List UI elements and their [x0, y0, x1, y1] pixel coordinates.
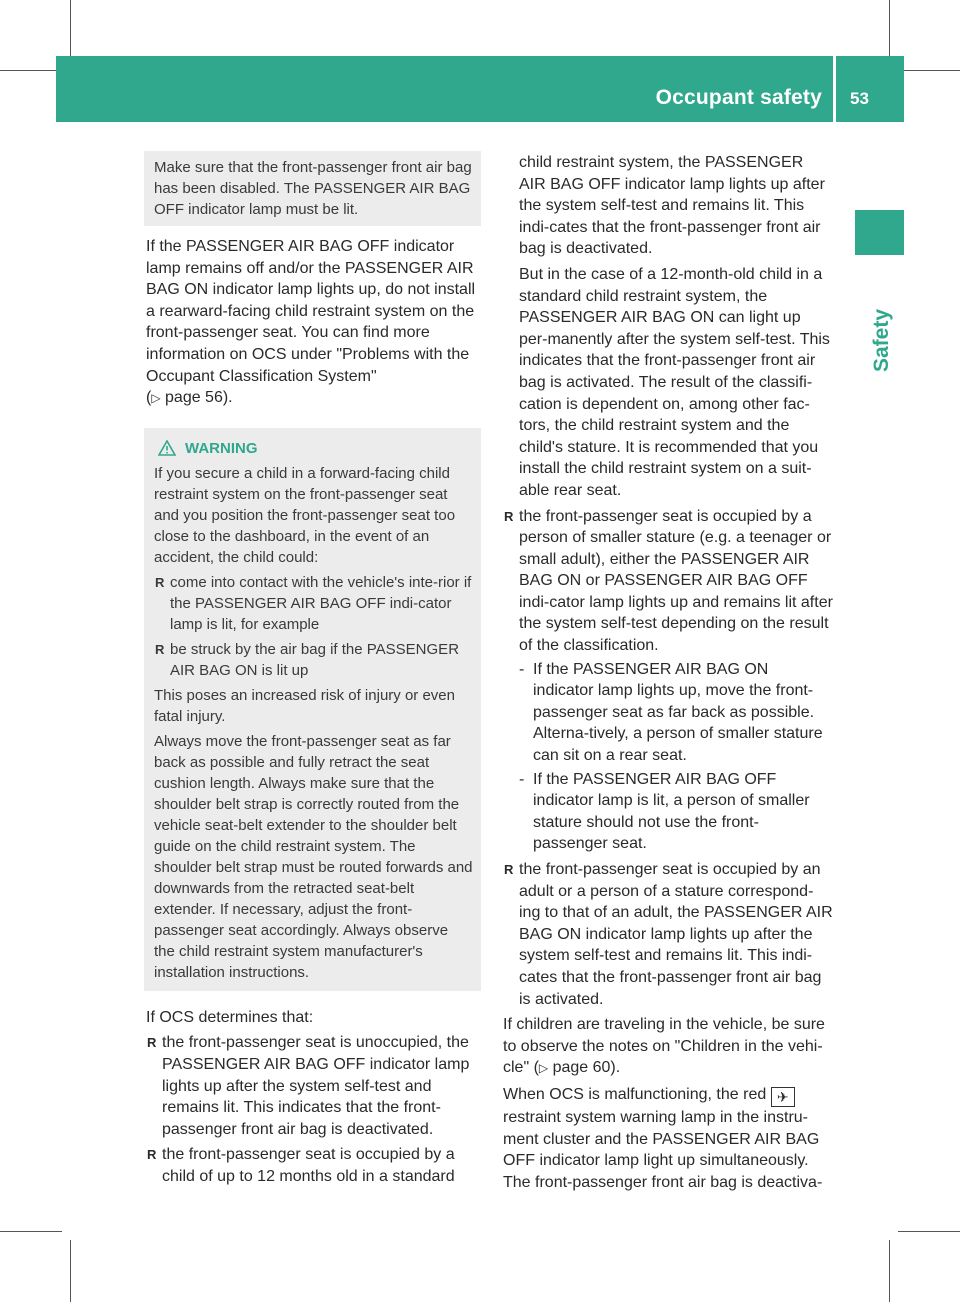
list-item: R the front-passenger seat is occupied by a child of up to 12 months old in a standard	[146, 1144, 481, 1187]
paragraph-text: If children are traveling in the vehicle, be sure to observe the notes on "Children in the vehi-cle" (	[503, 1016, 825, 1077]
page-ref-arrow-icon: ▷	[538, 1061, 549, 1076]
crop-mark	[889, 0, 890, 62]
list-item-text: the front-passenger seat is occupied by a person of smaller stature (e.g. a teenager or small adult), either the PASSENGER AIR BAG ON or PASSENGER AIR BAG OFF indi-cator lamp lights up and remains lit after the system self-test depending on the result of the classification.	[519, 507, 833, 655]
page-reference-link[interactable]: page 60).	[552, 1059, 621, 1077]
warning-paragraph: Always move the front-passenger seat as far back as possible and fully retract the seat cushion length. Always make sure that the shoulder belt strap is correctly routed from the vehicle seat-belt extender to the shoulder belt guide on the child restraint system. The shoulder belt strap must be routed forwards and downwards from the retracted seat-belt extender. If necessary, adjust the front-passenger seat accordingly. Always observe the child restraint system manufacturer's installation instructions.	[154, 732, 473, 981]
chapter-label: Safety	[870, 308, 893, 372]
paragraph: child restraint system, the PASSENGER AIR BAG OFF indicator lamp lights up after the system self-test and remains lit. This indi-cates that the front-passenger front air bag is deactivated.	[519, 154, 825, 258]
crop-mark	[70, 1240, 71, 1302]
warning-list	[154, 572, 473, 681]
sub-list-item: - If the PASSENGER AIR BAG OFF indicator lamp is lit, a person of smaller stature should not use the front-passenger seat.	[503, 769, 833, 855]
page-reference-link[interactable]: page 56).	[165, 389, 233, 407]
list-item: R the front-passenger seat is unoccupied, the PASSENGER AIR BAG OFF indicator lamp lights up after the system self-test and remains lit. This indicates that the front-passenger front air bag is deactivated.	[146, 1032, 481, 1140]
crop-mark	[70, 0, 71, 62]
header-divider	[833, 56, 836, 122]
paragraph: If the PASSENGER AIR BAG OFF indicator lamp remains off and/or the PASSENGER AIR BAG ON indicator lamp lights up, do not install a rearward-facing child restraint system on the front-passenger seat. You can find more information on OCS under "Problems with the Occupant Classification System" (▷ page 56).	[146, 238, 476, 407]
paragraph	[503, 1084, 833, 1193]
chapter-tab	[855, 210, 904, 255]
warning-box	[144, 428, 481, 991]
paragraph: But in the case of a 12-month-old child in a standard child restraint system, the PASSENGER AIR BAG ON can light up per-manently after the system self-test. This indicates that the front-passenger front air bag is activated. The result of the classifi-cation is dependent on, among other fac-tors, the child restraint system and the child's stature. It is recommended that you install the child restraint system on a suit-able rear seat.	[519, 265, 830, 499]
crop-mark	[889, 1240, 890, 1302]
paragraph: If OCS determines that:	[146, 1008, 314, 1026]
warning-paragraph: This poses an increased risk of injury or even fatal injury.	[154, 686, 455, 725]
restraint-warning-lamp-icon: ✈	[771, 1087, 795, 1107]
list-item: R come into contact with the vehicle's inte-rior if the PASSENGER AIR BAG OFF indi-cator lamp is lit, for example	[154, 572, 473, 635]
sub-list-item: - If the PASSENGER AIR BAG ON indicator lamp lights up, move the front-passenger seat as far back as possible. Alterna-tively, a person of smaller stature can sit on a rear seat.	[503, 659, 833, 767]
crop-mark	[0, 1231, 62, 1232]
warning-triangle-icon	[158, 440, 176, 456]
paragraph-text: restraint system warning lamp in the instru-ment cluster and the PASSENGER AIR BAG OFF indicator lamp light up simultaneously. The front-passenger front air bag is deactiva-	[503, 1108, 823, 1191]
list-item: R be struck by the air bag if the PASSENGER AIR BAG ON is lit up	[154, 639, 473, 681]
right-column	[503, 152, 833, 1193]
paragraph-text: When OCS is malfunctioning, the red	[503, 1085, 767, 1103]
sub-list	[519, 659, 833, 855]
note-text: Make sure that the front-passenger front air bag has been disabled. The PASSENGER AIR BAG OFF indicator lamp must be lit.	[154, 159, 472, 218]
page-section-title: Occupant safety	[655, 86, 822, 109]
crop-mark	[898, 70, 960, 71]
warning-intro: If you secure a child in a forward-facing child restraint system on the front-passenger seat and you position the front-passenger seat too close to the dashboard, in the event of an accident, the child could:	[154, 464, 456, 566]
page-ref-arrow-icon: ▷	[151, 391, 161, 406]
list-item	[503, 506, 833, 856]
warning-header	[158, 438, 473, 459]
note-box	[144, 151, 481, 226]
ocs-list	[146, 1032, 481, 1187]
left-column	[146, 151, 481, 1188]
warning-title: WARNING	[185, 439, 258, 457]
paragraph-text: If the PASSENGER AIR BAG OFF indicator lamp remains off and/or the PASSENGER AIR BAG ON indicator lamp lights up, do not install a rearward-facing child restraint system on the front-passenger seat. You can find more information on OCS under "Problems with the Occupant Classification System"	[146, 238, 476, 385]
ocs-list-continued	[503, 506, 833, 1011]
list-item: R the front-passenger seat is occupied by an adult or a person of a stature correspond-ing to that of an adult, the PASSENGER AIR BAG ON indicator lamp lights up after the system self-test and remains lit. This indi-cates that the front-passenger front air bag is activated.	[503, 859, 833, 1010]
crop-mark	[0, 70, 62, 71]
page-number: 53	[850, 89, 869, 108]
crop-mark	[898, 1231, 960, 1232]
paragraph	[503, 1014, 833, 1080]
